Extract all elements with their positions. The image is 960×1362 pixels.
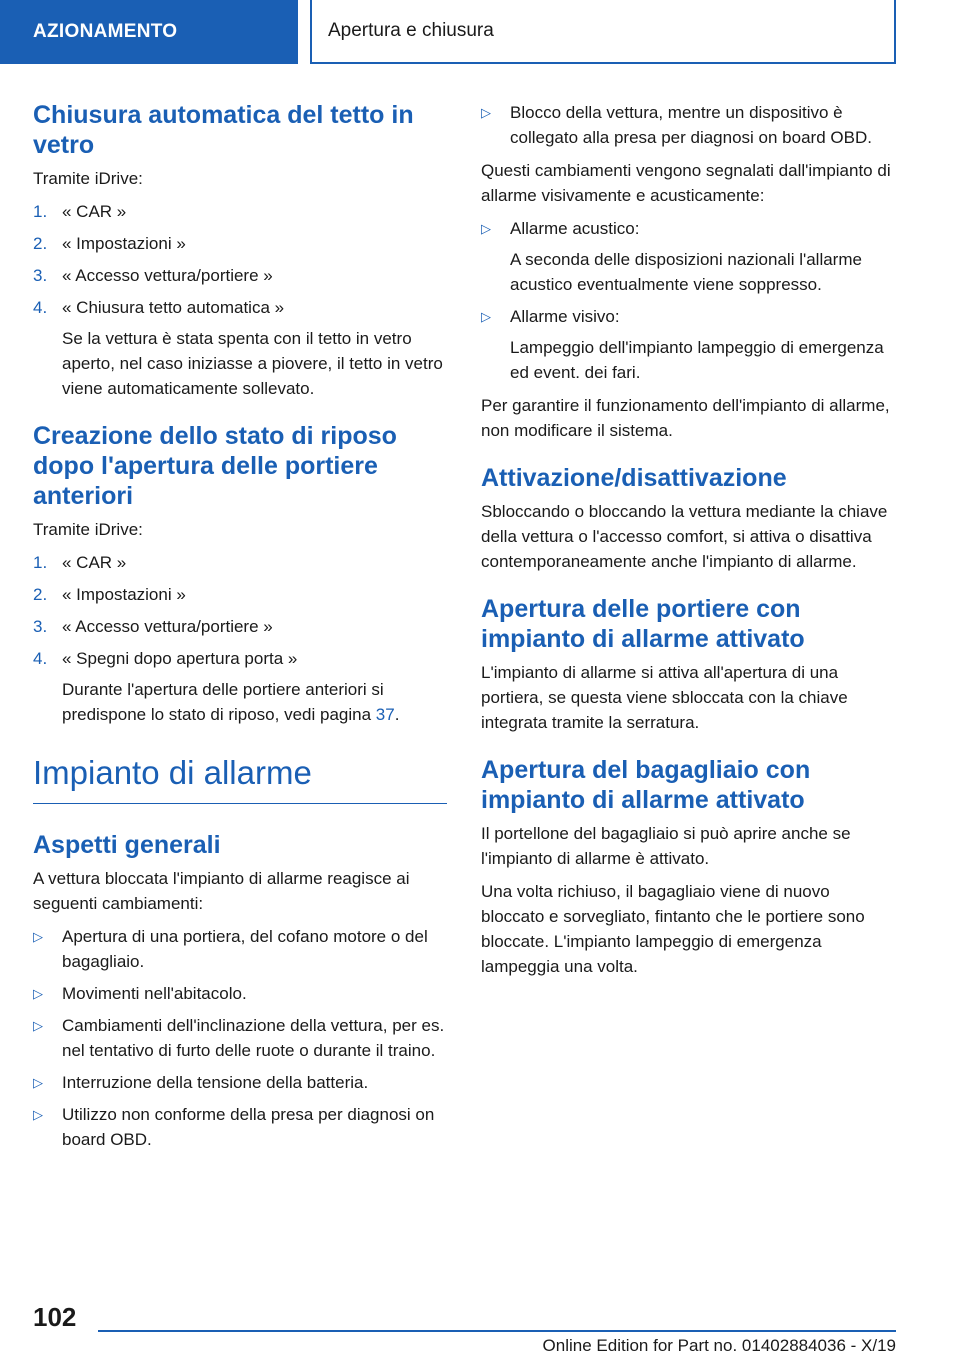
footer-divider [98,1330,896,1332]
bullet-triangle-icon: ▷ [33,1018,43,1033]
section-tab [0,0,298,64]
bullet-triangle-icon: ▷ [481,221,491,236]
section-label: AZIONAMENTO [33,21,178,42]
list-item: ▷ Allarme visivo: Lampeggio dell'impianto lampeggio di emergenza ed event. dei fari. [481,304,891,385]
bullet-triangle-icon: ▷ [33,1075,43,1090]
alarm-triggers-list-cont [481,100,891,150]
bullet-triangle-icon: ▷ [33,929,43,944]
signals-text: Questi cambiamenti vengono segnalati dall'impianto di allarme visivamente e acusticamente: [481,161,891,205]
section-title-rest-state: Creazione dello stato di riposo dopo l'apertura delle portiere anteriori [33,422,397,510]
idrive-intro: Tramite iDrive: [33,169,143,188]
section-title-trunk-open: Apertura del bagagliaio con impianto di allarme attivato [481,756,811,814]
section-title-glass-roof: Chiusura automatica del tetto in vetro [33,101,414,159]
step-note: Durante l'apertura delle portiere anteriori si predispone lo stato di riposo, vedi pagina 37. [62,680,400,724]
list-item: ▷ Cambiamenti dell'inclinazione della vettura, per es. nel tentativo di furto delle ruote o durante il traino. [33,1013,447,1063]
section-title-general: Aspetti generali [33,831,221,859]
trunk-open-text-2: Una volta richiuso, il bagagliaio viene di nuovo bloccato e sorvegliato, fintanto che le portiere sono bloccate. L'impianto lampeggio di emergenza lampeggia una volta. [481,882,865,976]
list-item: 2. « Impostazioni » [33,234,186,253]
idrive-intro: Tramite iDrive: [33,520,143,539]
list-item: ▷ Interruzione della tensione della batteria. [33,1070,447,1095]
list-item: ▷ Apertura di una portiera, del cofano motore o del bagagliaio. [33,924,447,974]
steps-rest-state [33,550,447,727]
list-item: 2. « Impostazioni » [33,585,186,604]
alarm-types-list [481,216,891,385]
steps-glass-roof [33,199,447,401]
list-item: ▷ Allarme acustico: A seconda delle disposizioni nazionali l'allarme acustico eventualmente viene soppresso. [481,216,891,297]
page-number: 102 [33,1302,77,1332]
left-column [33,100,447,1160]
list-item: 1. « CAR » [33,553,127,572]
footer-edition: Online Edition for Part no. 01402884036 - X/19 [542,1336,896,1355]
section-title-activation: Attivazione/disattivazione [481,464,787,492]
chapter-header [310,0,896,64]
list-item: ▷ Movimenti nell'abitacolo. [33,981,447,1006]
chapter-label: Apertura e chiusura [328,20,494,41]
chapter-title-alarm: Impianto di allarme [33,753,447,804]
bullet-triangle-icon: ▷ [33,1107,43,1122]
activation-text: Sbloccando o bloccando la vettura mediante la chiave della vettura o l'accesso comfort, si attiva o disattiva contemporaneamente anche l'impianto di allarme. [481,502,888,571]
list-item: ▷ Blocco della vettura, mentre un dispositivo è collegato alla presa per diagnosi on board OBD. [481,100,891,150]
list-item: 3. « Accesso vettura/portiere » [33,266,273,285]
step-note: Se la vettura è stata spenta con il tetto in vetro aperto, nel caso iniziasse a piovere, il tetto in vetro viene automaticamente sollevato. [62,329,443,398]
alarm-triggers-list [33,924,447,1152]
doors-open-text: L'impianto di allarme si attiva all'apertura di una portiera, se questa viene sbloccata con la chiave integrata tramite la serratura. [481,663,848,732]
right-column [481,100,891,987]
section-title-doors-open: Apertura delle portiere con impianto di allarme attivato [481,595,805,653]
general-intro: A vettura bloccata l'impianto di allarme reagisce ai seguenti cambiamenti: [33,869,410,913]
list-item: 1. « CAR » [33,202,127,221]
list-item: 4. « Spegni dopo apertura porta » Durante l'apertura delle portiere anteriori si predispone lo stato di riposo, vedi pagina 37. [33,646,447,727]
guarantee-text: Per garantire il funzionamento dell'impianto di allarme, non modificare il sistema. [481,396,890,440]
bullet-triangle-icon: ▷ [33,986,43,1001]
trunk-open-text-1: Il portellone del bagagliaio si può aprire anche se l'impianto di allarme è attivato. [481,824,851,868]
page-ref-link[interactable]: 37 [375,705,395,724]
list-item: 4. « Chiusura tetto automatica » Se la vettura è stata spenta con il tetto in vetro aperto, nel caso iniziasse a piovere, il tetto in vetro viene automaticamente sollevato. [33,295,447,401]
bullet-triangle-icon: ▷ [481,309,491,324]
bullet-triangle-icon: ▷ [481,105,491,120]
list-item: 3. « Accesso vettura/portiere » [33,617,273,636]
list-item: ▷ Utilizzo non conforme della presa per diagnosi on board OBD. [33,1102,447,1152]
